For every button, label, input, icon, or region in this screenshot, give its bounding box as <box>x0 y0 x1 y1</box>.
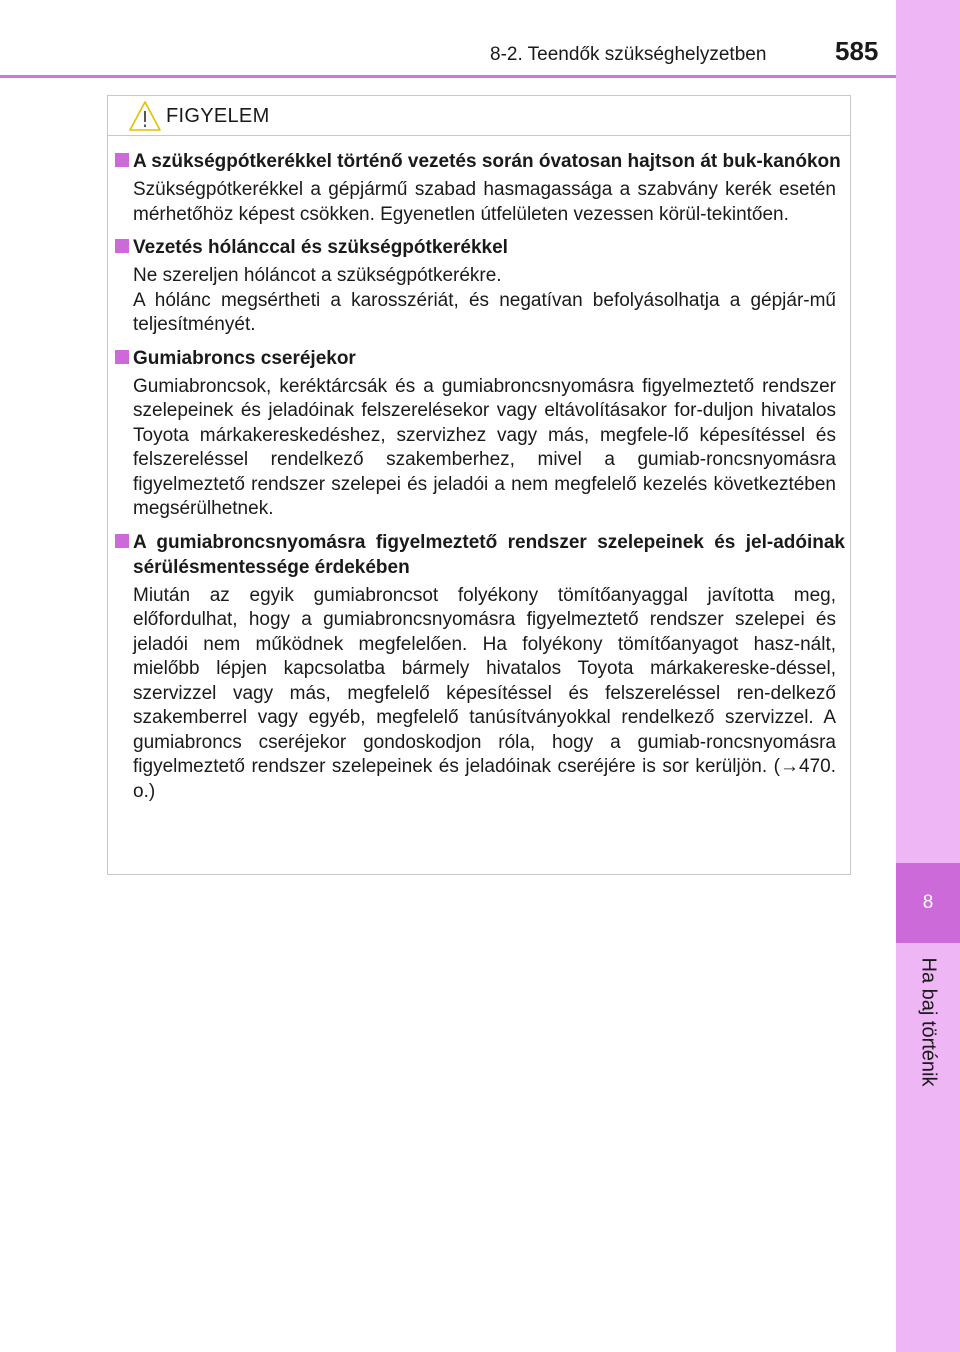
warning-content <box>108 149 850 812</box>
square-bullet-icon <box>115 534 129 548</box>
square-bullet-icon <box>115 350 129 364</box>
warning-item <box>108 149 850 227</box>
chapter-title-vertical: Ha baj történik <box>917 957 940 1087</box>
warning-item <box>108 346 850 522</box>
square-bullet-icon <box>115 153 129 167</box>
page-header <box>0 0 896 78</box>
warning-item-body: Ne szereljen hóláncot a szükségpótkerékre. A hólánc megsértheti a karosszériát, és negatívan befolyásolhatja a gépjár-mű teljesítményét. <box>133 265 836 335</box>
warning-item-body: Szükségpótkerékkel a gépjármű szabad hasmagassága a szabvány kerék esetén mérhetőhöz képest csökken. Egyenetlen útfelületen vezessen körül-tekintően. <box>133 179 836 225</box>
warning-title: FIGYELEM <box>166 105 270 127</box>
warning-item-heading: A gumiabroncsnyomásra figyelmeztető rendszer szelepeinek és jel-adóinak sérülésmentessége érdekében <box>133 530 845 580</box>
chapter-number-tab: 8 <box>896 863 960 943</box>
warning-item-body: Miután az egyik gumiabroncsot folyékony tömítőanyaggal javította meg, előfordulhat, hogy a gumiabroncsnyomásra figyelmeztető rendszer szelepei és jeladói nem működnek megfelelően. Ha folyékony tömítőanyagot hasz-nált, mielőbb lépjen kapcsolatba bármely hivatalos Toyota márkakereske-déssel, szervizzel vagy más, megfelelő képesítéssel és felszereléssel ren-delkező szakemberrel vagy egyéb, megfelelő tanúsítványokkal rendelkező szervizzel. A gumiabroncs cseréjekor gondoskodjon róla, hogy a gumiab-roncsnyomásra figyelmeztető rendszer szelepeinek és jeladóinak cseréjére is sor kerüljön. (→470. o.) <box>133 584 836 802</box>
header-divider <box>0 75 896 78</box>
warning-item-heading: Gumiabroncs cseréjekor <box>133 346 845 371</box>
warning-triangle-icon <box>128 100 162 132</box>
warning-box <box>107 95 851 875</box>
square-bullet-icon <box>115 239 129 253</box>
warning-item-heading: Vezetés hólánccal és szükségpótkerékkel <box>133 235 845 260</box>
warning-item-body: Gumiabroncsok, keréktárcsák és a gumiabroncsnyomásra figyelmeztető rendszer szelepeinek és jeladóinak felszerelésekor vagy eltávolításakor for-duljon hivatalos Toyota márkakereskedéshez, szervizhez vagy más, megfele-lő képesítéssel és felszereléssel rendelkező szakemberhez, mivel a gumiab-roncsnyomásra figyelmeztető rendszer szelepei és jeladói a nem megfelelő kezelés következtében megsérülhetnek. <box>133 375 836 519</box>
warning-header <box>108 96 850 136</box>
warning-item <box>108 235 850 338</box>
side-tab-strip <box>896 0 960 1352</box>
section-title: 8-2. Teendők szükséghelyzetben <box>490 44 767 65</box>
warning-item-heading: A szükségpótkerékkel történő vezetés során óvatosan hajtson át buk-kanókon <box>133 149 845 174</box>
page-number: 585 <box>835 36 879 66</box>
warning-item <box>108 530 850 805</box>
